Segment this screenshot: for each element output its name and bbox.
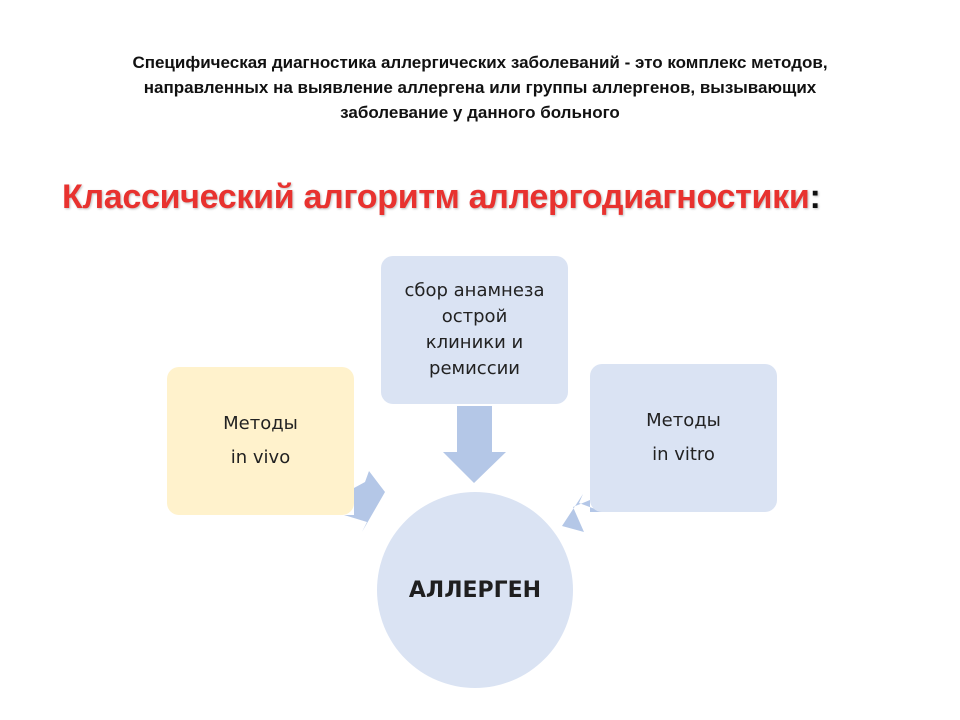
history-box <box>381 256 568 404</box>
history-box-line-2: острой <box>441 306 508 327</box>
intro-line-3: заболевание у данного больного <box>340 103 620 122</box>
history-box-line-3: клиники и <box>425 332 524 353</box>
intro-line-2: направленных на выявление аллергена или группы аллергенов, вызывающих <box>143 78 817 97</box>
in-vivo-box-line-1: Методы <box>223 413 298 434</box>
in-vitro-box-line-1: Методы <box>646 410 721 431</box>
allergen-circle <box>377 492 573 688</box>
history-box-line-1: сбор анамнеза <box>404 280 545 301</box>
in-vivo-box-line-2: in vivo <box>230 447 291 468</box>
in-vitro-box <box>590 364 777 512</box>
allergen-label: АЛЛЕРГЕН <box>408 577 542 603</box>
algorithm-heading-colon: : <box>809 178 821 216</box>
in-vitro-box-line-2: in vitro <box>652 444 715 465</box>
history-box-line-4: ремиссии <box>429 358 520 379</box>
arrow-down-icon <box>443 406 506 483</box>
intro-line-1: Специфическая диагностика аллергических заболеваний - это комплекс методов, <box>132 53 828 72</box>
in-vivo-box <box>167 367 354 515</box>
algorithm-heading-text: Классический алгоритм аллергодиагностики <box>62 178 810 216</box>
